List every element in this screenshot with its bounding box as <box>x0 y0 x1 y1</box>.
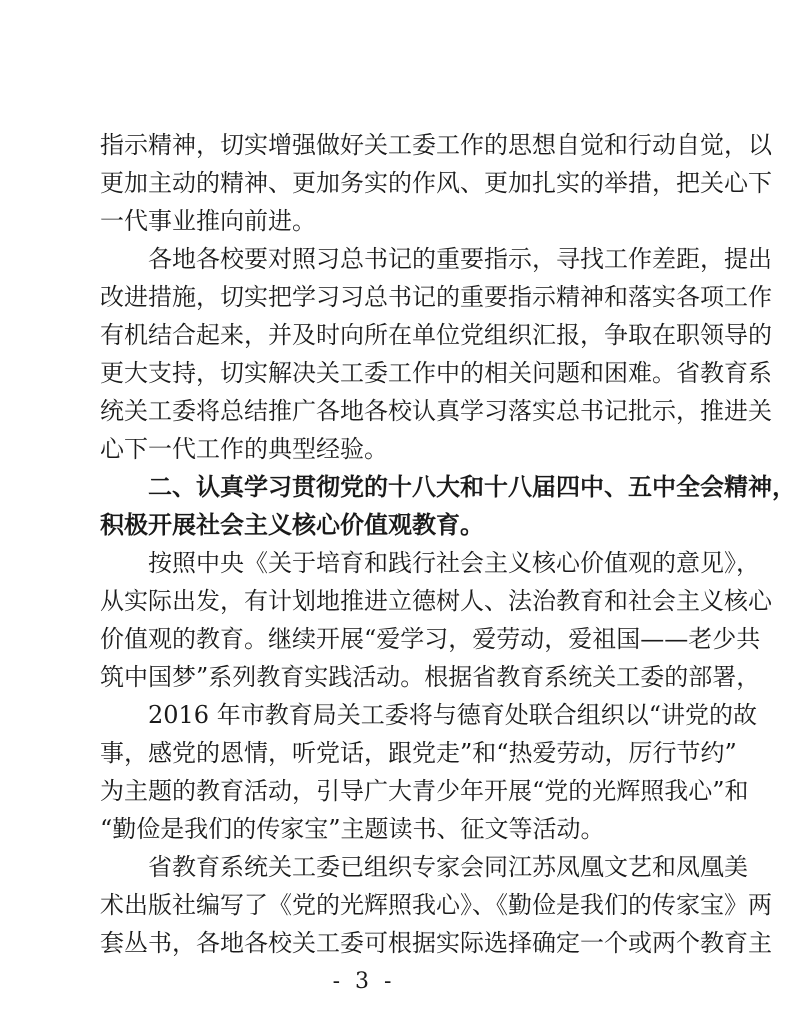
text-line: 套丛书，各地各校关工委可根据实际选择确定一个或两个教育主 <box>100 929 772 957</box>
text-line: 各地各校要对照习总书记的重要指示，寻找工作差距，提出 <box>100 245 772 273</box>
text-line: 一代事业推向前进。 <box>100 207 316 235</box>
text-line: 更大支持，切实解决关工委工作中的相关问题和困难。省教育系 <box>100 359 772 387</box>
text-line: 指示精神，切实增强做好关工委工作的思想自觉和行动自觉，以 <box>100 131 772 159</box>
text-line: 按照中央《关于培育和践行社会主义核心价值观的意见》， <box>100 549 760 577</box>
section-heading: 二、认真学习贯彻党的十八大和十八届四中、五中全会精神， <box>100 473 796 501</box>
text-line: 为主题的教育活动，引导广大青少年开展“党的光辉照我心”和 <box>100 777 749 805</box>
text-line: 从实际出发，有计划地推进立德树人、法治教育和社会主义核心 <box>100 587 772 615</box>
text-line: “勤俭是我们的传家宝”主题读书、征文等活动。 <box>100 815 605 843</box>
text-line: 有机结合起来，并及时向所在单位党组织汇报，争取在职领导的 <box>100 321 772 349</box>
text-line: 事，感党的恩情，听党话，跟党走”和“热爱劳动，厉行节约” <box>100 739 737 767</box>
text-line: 改进措施，切实把学习习总书记的重要指示精神和落实各项工作 <box>100 283 772 311</box>
text-line: 省教育系统关工委已组织专家会同江苏凤凰文艺和凤凰美 <box>100 853 748 881</box>
text-line: 术出版社编写了《党的光辉照我心》、《勤俭是我们的传家宝》两 <box>100 891 772 919</box>
text-line: 2016 年市教育局关工委将与德育处联合组织以“讲党的故 <box>100 701 757 729</box>
text-line: 心下一代工作的典型经验。 <box>100 435 388 463</box>
page-number: - 3 - <box>332 969 396 994</box>
section-heading: 积极开展社会主义核心价值观教育。 <box>100 511 484 539</box>
text-line: 更加主动的精神、更加务实的作风、更加扎实的举措，把关心下 <box>100 169 772 197</box>
text-line: 价值观的教育。继续开展“爱学习，爱劳动，爱祖国——老少共 <box>100 625 761 653</box>
text-line: 筑中国梦”系列教育实践活动。根据省教育系统关工委的部署， <box>100 663 761 691</box>
text-line: 统关工委将总结推广各地各校认真学习落实总书记批示，推进关 <box>100 397 772 425</box>
